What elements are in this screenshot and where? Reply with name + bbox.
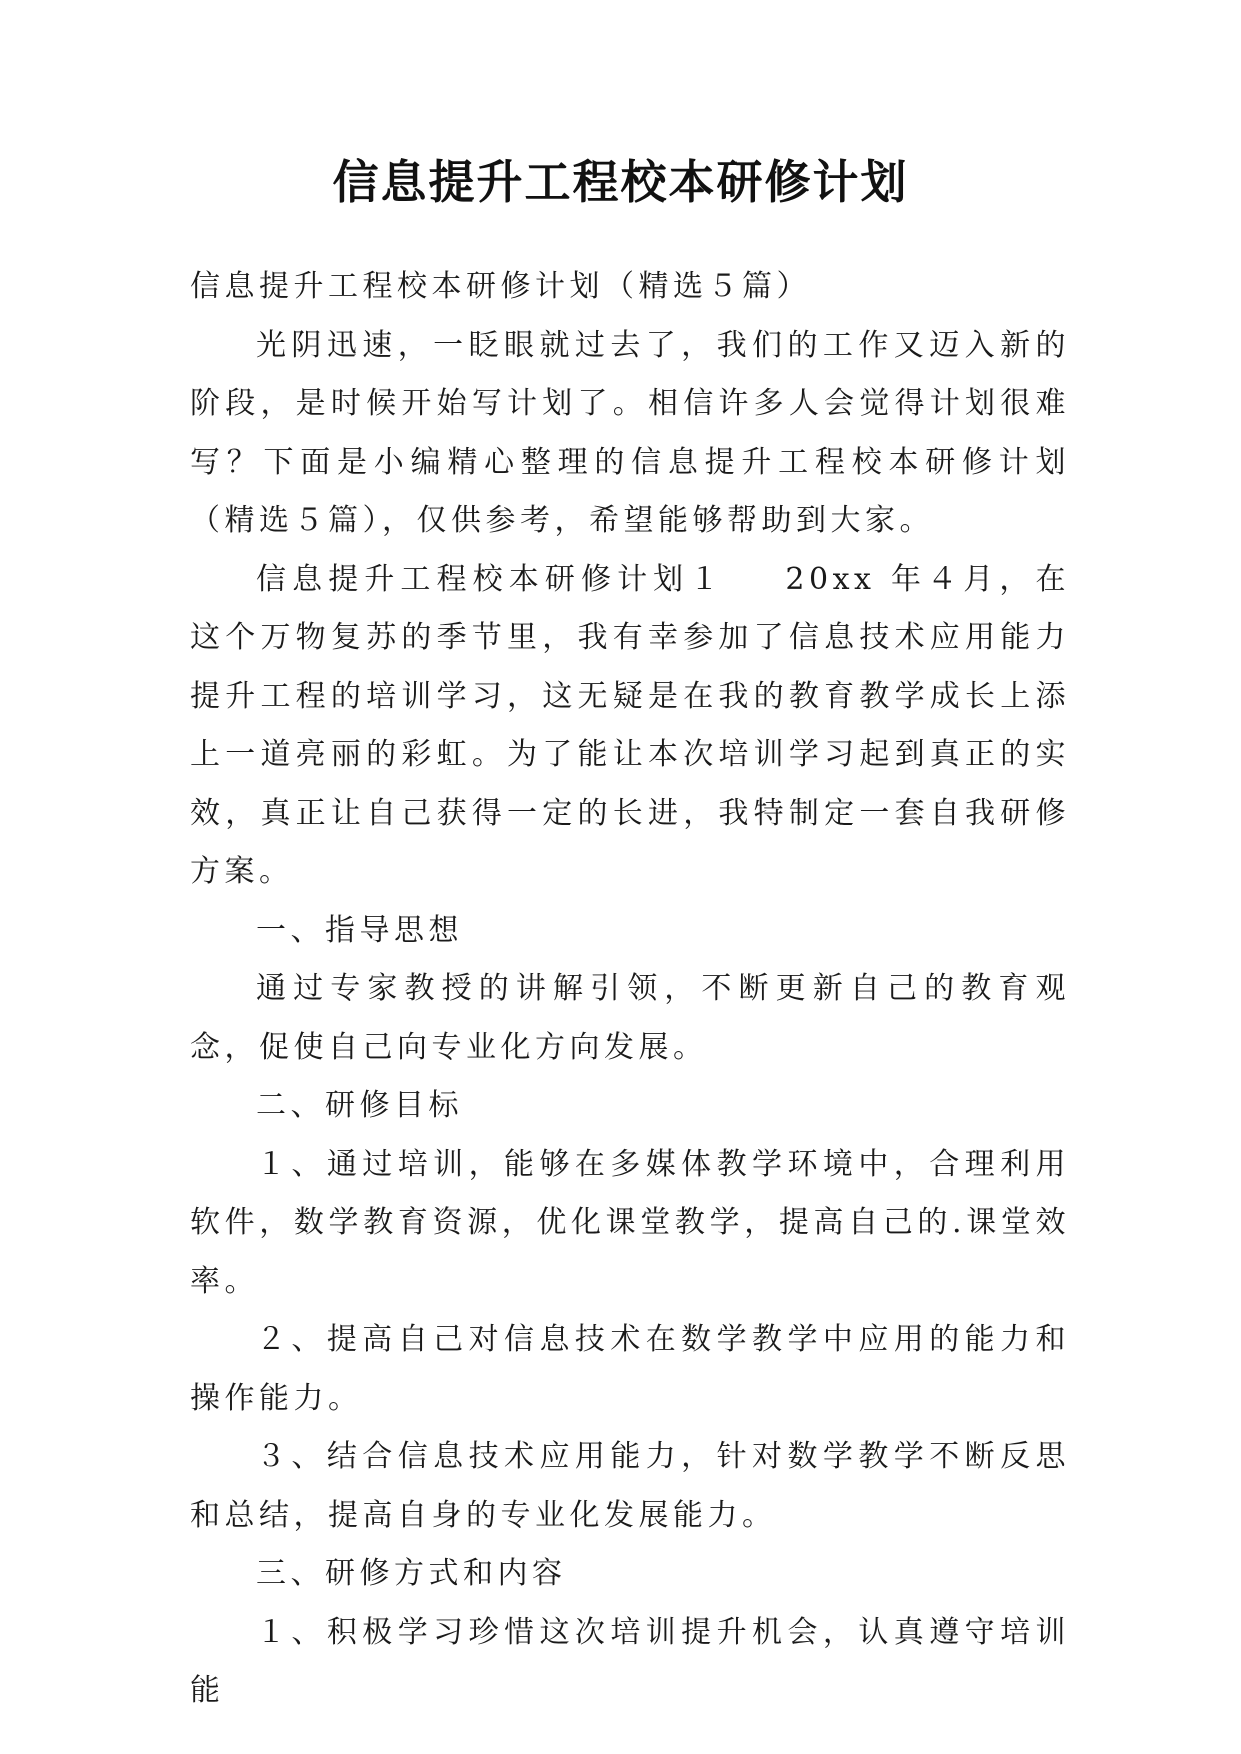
goal-item-2: ２、提高自己对信息技术在数学教学中应用的能力和操作能力。 (190, 1322, 1070, 1416)
section-1-text: 20xx 年４月，在这个万物复苏的季节里，我有幸参加了信息技术应用能力提升工程的培训学习，这无疑是在我的教育教学成长上添上一道亮丽的彩虹。为了能让本次培训学习起到真正的实效，真正让自己获得一定的长进，我特制定一套自我研修方案。 (190, 561, 1070, 889)
document-body (190, 258, 1070, 1721)
heading-study-goals: 二、研修目标 (256, 1088, 463, 1123)
goal-item-1: １、通过培训，能够在多媒体教学环境中，合理利用软件，数学教育资源，优化课堂教学，提高自己的.课堂效率。 (190, 1146, 1070, 1299)
intro-paragraph: 光阴迅速，一眨眼就过去了，我们的工作又迈入新的阶段，是时候开始写计划了。相信许多人会觉得计划很难写？下面是小编精心整理的信息提升工程校本研修计划（精选５篇），仅供参考，希望能够帮助到大家。 (190, 327, 1070, 538)
subtitle-line: 信息提升工程校本研修计划（精选５篇） (190, 269, 811, 304)
heading-study-methods: 三、研修方式和内容 (256, 1556, 567, 1591)
section-1-heading: 信息提升工程校本研修计划１ (256, 561, 726, 597)
section-1-paragraph (190, 551, 1070, 902)
goal-item-3: ３、结合信息技术应用能力，针对数学教学不断反思和总结，提高自身的专业化发展能力。 (190, 1439, 1070, 1533)
heading-guiding-thought: 一、指导思想 (256, 912, 463, 948)
method-item-1: １、积极学习珍惜这次培训提升机会，认真遵守培训能 (190, 1614, 1070, 1708)
document-title: 信息提升工程校本研修计划 (332, 155, 909, 209)
guiding-thought-paragraph: 通过专家教授的讲解引领，不断更新自己的教育观念，促使自己向专业化方向发展。 (190, 971, 1070, 1065)
